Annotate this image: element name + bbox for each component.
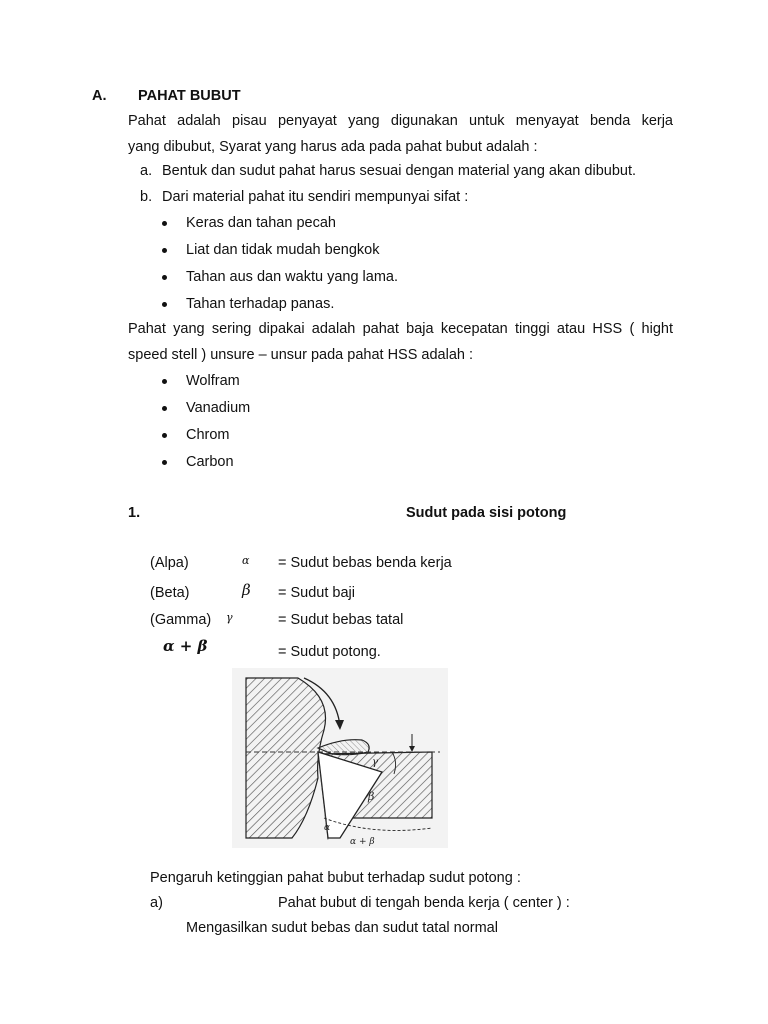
influence-result: Mengasilkan sudut bebas dan sudut tatal normal (186, 920, 498, 936)
property-item: Liat dan tidak mudah bengkok (186, 242, 380, 258)
angle-name-beta: (Beta) (150, 585, 190, 601)
intro-line-2: yang dibubut, Syarat yang harus ada pada pahat bubut adalah : (128, 139, 538, 155)
hss-line-1: Pahat yang sering dipakai adalah pahat baja kecepatan tinggi atau HSS ( hight (128, 321, 673, 337)
bullet-icon (162, 406, 167, 411)
element-item: Chrom (186, 427, 230, 443)
angle-symbol-gamma: γ (226, 611, 233, 624)
figure-label-alpha-beta: α + β (350, 837, 375, 847)
bullet-icon (162, 460, 167, 465)
bullet-icon (162, 379, 167, 384)
figure-label-gamma: γ (372, 757, 378, 768)
bullet-icon (162, 302, 167, 307)
angle-desc-alpha: = Sudut bebas benda kerja (278, 555, 452, 571)
property-item: Tahan terhadap panas. (186, 296, 335, 312)
requirement-text-a: Bentuk dan sudut pahat harus sesuai dengan material yang akan dibubut. (162, 163, 637, 179)
element-item: Wolfram (186, 373, 240, 389)
element-item: Vanadium (186, 400, 251, 416)
angle-desc-gamma: = Sudut bebas tatal (278, 612, 404, 628)
requirement-text-b: Dari material pahat itu sendiri mempunyai sifat : (162, 189, 469, 205)
element-item: Carbon (186, 454, 234, 470)
bullet-icon (162, 275, 167, 280)
influence-marker: a) (150, 895, 163, 911)
section-marker: A. (92, 88, 107, 104)
page-title: PAHAT BUBUT (138, 88, 241, 104)
hss-line-2: speed stell ) unsure – unsur pada pahat HSS adalah : (128, 347, 474, 363)
angle-name-gamma: (Gamma) (150, 612, 212, 628)
angle-desc-cutting: = Sudut potong. (278, 644, 381, 660)
bullet-icon (162, 248, 167, 253)
angle-name-alpha: (Alpa) (150, 555, 189, 571)
intro-line-1: Pahat adalah pisau penyayat yang digunakan untuk menyayat benda kerja (128, 113, 673, 129)
section-title: Sudut pada sisi potong (406, 505, 567, 521)
requirement-marker-b: b. (140, 189, 153, 205)
angle-symbol-alpha-plus-beta: α + β (163, 637, 208, 655)
property-item: Keras dan tahan pecah (186, 215, 336, 231)
bullet-icon (162, 433, 167, 438)
bullet-icon (162, 221, 167, 226)
cutting-angle-diagram (232, 668, 448, 848)
angle-desc-beta: = Sudut baji (278, 585, 355, 601)
section-number: 1. (128, 505, 141, 521)
angle-symbol-alpha: α (242, 554, 250, 567)
figure-label-beta: β (368, 790, 375, 803)
influence-intro: Pengaruh ketinggian pahat bubut terhadap sudut potong : (150, 870, 521, 886)
requirement-marker-a: a. (140, 163, 153, 179)
figure-label-alpha: α (324, 823, 331, 833)
property-item: Tahan aus dan waktu yang lama. (186, 269, 398, 285)
angle-symbol-beta: β (242, 581, 251, 599)
influence-case: Pahat bubut di tengah benda kerja ( center ) : (278, 895, 570, 911)
